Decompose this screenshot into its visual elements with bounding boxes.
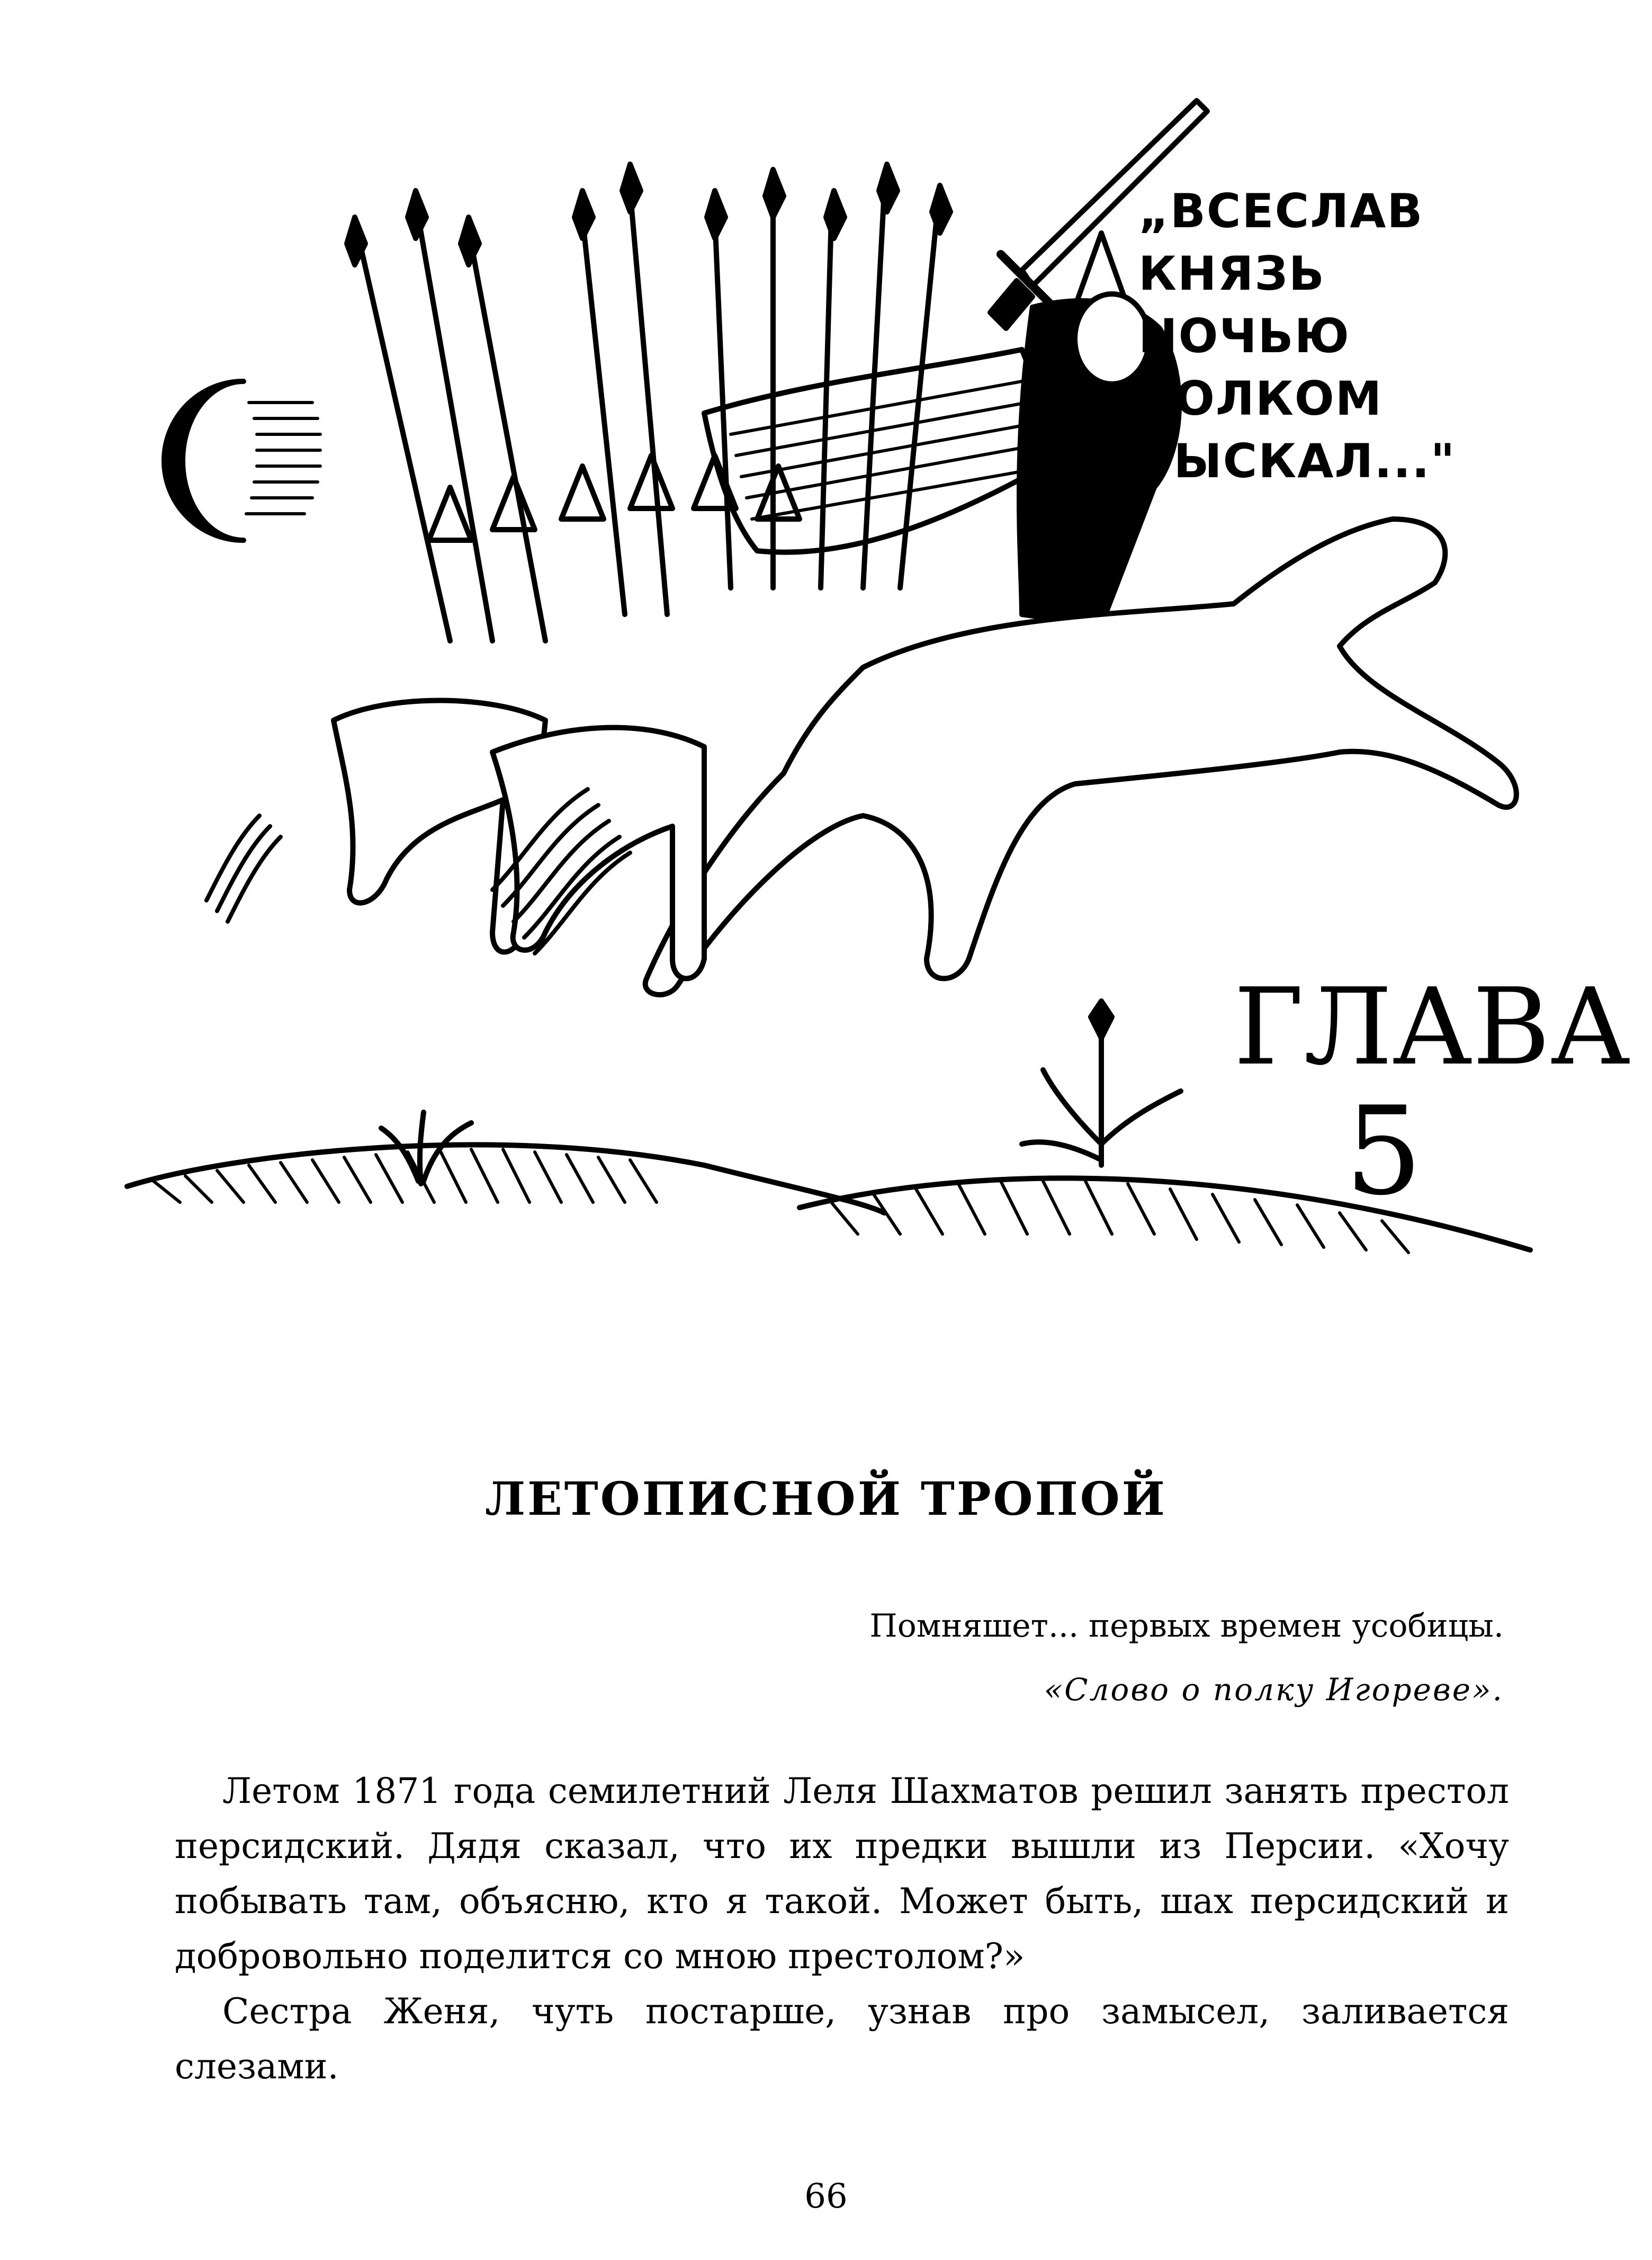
ground-hatching bbox=[154, 1149, 1408, 1253]
epigraph bbox=[869, 1600, 1504, 1716]
crescent-moon-icon bbox=[164, 381, 320, 540]
caption-line-1: „ВСЕСЛАВ КНЯЗЬ bbox=[1138, 184, 1424, 301]
rider-face bbox=[1075, 294, 1149, 384]
chapter-label: ГЛАВА bbox=[1234, 966, 1631, 1089]
cloak-hatching bbox=[731, 381, 1038, 519]
epigraph-source: «Слово о полку Игореве». bbox=[1044, 1672, 1504, 1708]
chapter-number: 5 bbox=[1345, 1081, 1423, 1222]
caption-line-3: РЫСКАЛ..." bbox=[1138, 434, 1456, 488]
plant-icon bbox=[1022, 1001, 1181, 1165]
caption-line-2: НОЧЬЮ ВОЛКОМ bbox=[1138, 309, 1383, 426]
paragraph: Сестра Женя, чуть постарше, узнав про замысел, заливается слезами. bbox=[175, 1991, 1509, 2087]
chapter-title: ЛЕТОПИСНОЙ ТРОПОЙ bbox=[485, 1472, 1167, 1526]
spears-group bbox=[347, 164, 950, 641]
page-number: 66 bbox=[804, 2177, 848, 2216]
paragraph: Летом 1871 года семилетний Леля Шахматов решил занять престол персидский. Дядя сказал, что их предки вышли из Персии. «Хочу побывать там, объясню, кто я такой. Может быть, шах персидский и добровольно поделится со мною престолом?» bbox=[175, 1771, 1509, 1977]
epigraph-text: Помняшет... первых времен усобицы. bbox=[869, 1607, 1504, 1645]
body-text bbox=[175, 1764, 1509, 2094]
handwritten-caption bbox=[1138, 180, 1541, 493]
